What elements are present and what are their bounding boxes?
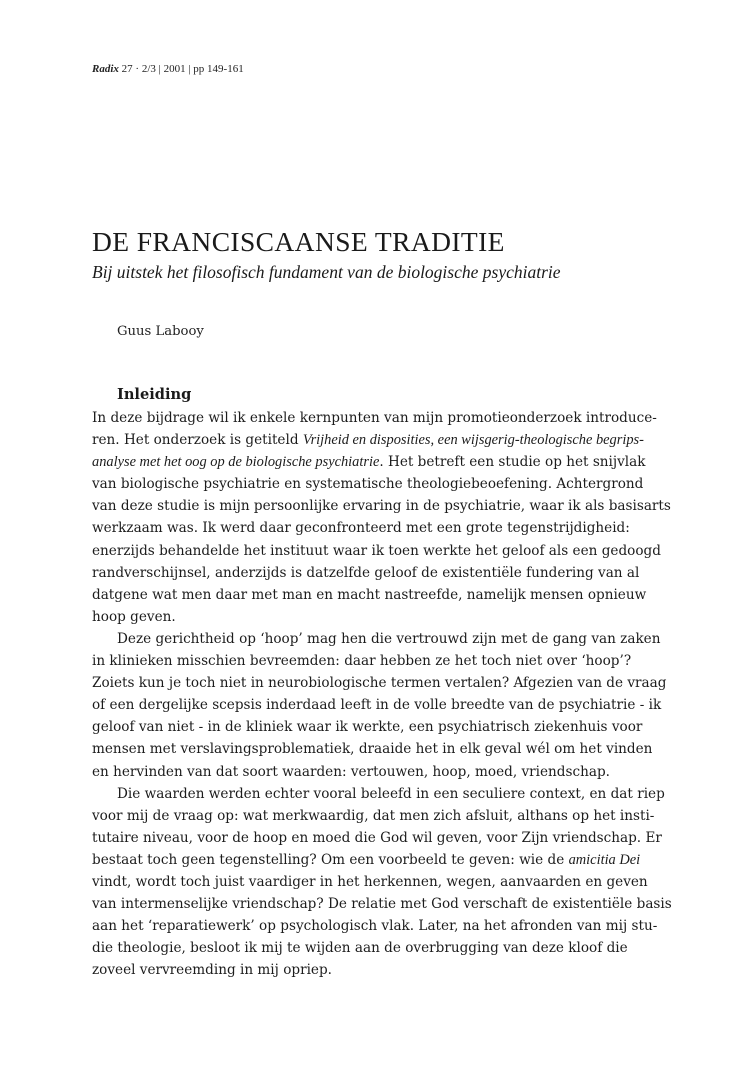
- text-line: tutaire niveau, voor de hoop en moed die God wil geven, voor Zijn vriendschap. Er: [92, 829, 662, 846]
- text-line: die theologie, besloot ik mij te wijden aan de overbrugging van deze kloof die: [92, 940, 628, 957]
- text-line: van intermenselijke vriendschap? De relatie met God verschaft de existentiële basis: [92, 896, 672, 913]
- journal-citation: 27 · 2/3 | 2001 | pp 149-161: [121, 63, 244, 75]
- text-line: vindt, wordt toch juist vaardiger in het herkennen, wegen, aanvaarden en geven: [92, 873, 648, 890]
- author-name: Guus Labooy: [117, 324, 204, 339]
- text-line: Zoiets kun je toch niet in neurobiologische termen vertalen? Afgezien van de vraag: [92, 675, 667, 692]
- text-line: zoveel vervreemding in mij opriep.: [92, 962, 332, 979]
- text-line: voor mij de vraag op: wat merkwaardig, dat men zich afsluit, althans op het insti-: [92, 807, 655, 824]
- running-header: [92, 63, 244, 75]
- text-line: Die waarden werden echter vooral beleefd in een seculiere context, en dat riep: [117, 785, 665, 802]
- text-line: Deze gerichtheid op ‘hoop’ mag hen die vertrouwd zijn met de gang van zaken: [117, 630, 661, 647]
- text-line: van biologische psychiatrie en systematische theologiebeoefening. Achtergrond: [92, 476, 644, 493]
- article-subtitle: Bij uitstek het filosofisch fundament van de biologische psychiatrie: [92, 262, 561, 282]
- text-line: In deze bijdrage wil ik enkele kernpunten van mijn promotieonderzoek introduce-: [92, 410, 657, 426]
- section-heading: Inleiding: [117, 386, 192, 403]
- text-line: of een dergelijke scepsis inderdaad leeft in de volle breedte van de psychiatrie - ik: [92, 697, 662, 714]
- text-line: in klinieken misschien bevreemden: daar hebben ze het toch niet over ‘hoop’?: [92, 653, 632, 670]
- text-line: randverschijnsel, anderzijds is datzelfde geloof de existentiële fundering van al: [92, 564, 640, 581]
- text-line: en hervinden van dat soort waarden: vertouwen, hoop, moed, vriendschap.: [92, 763, 610, 780]
- thesis-title-italic: Vrijheid en disposities, een wijsgerig-theologische begrips-: [302, 432, 644, 449]
- text-line: van deze studie is mijn persoonlijke ervaring in de psychiatrie, waar ik als basisarts: [92, 498, 671, 515]
- text-line: aan het ‘reparatiewerk’ op psychologisch vlak. Later, na het afronden van mij stu-: [92, 918, 658, 935]
- body-text: [92, 407, 672, 981]
- text-line: analyse met het oog op de biologische psychiatrie. Het betreft een studie op het snijvlak: [92, 454, 646, 471]
- text-line: datgene wat men daar met man en macht nastreefde, namelijk mensen opnieuw: [92, 586, 647, 603]
- text-line: mensen met verslavingsproblematiek, draaide het in elk geval wél om het vinden: [92, 741, 653, 758]
- text-line: werkzaam was. Ik werd daar geconfronteerd met een grote tegenstrijdigheid:: [92, 520, 630, 537]
- article-title: DE FRANCISCAANSE TRADITIE: [92, 226, 505, 257]
- text-line: bestaat toch geen tegenstelling? Om een voorbeeld te geven: wie de amicitia Dei: [92, 851, 641, 868]
- text-line: ren. Het onderzoek is getiteld Vrijheid en disposities, een wijsgerig-theologische begrips-: [92, 432, 644, 449]
- thesis-title-italic: analyse met het oog op de biologische psychiatrie: [92, 454, 380, 471]
- text-line: hoop geven.: [92, 608, 176, 625]
- journal-name: Radix: [92, 63, 119, 75]
- text-line: enerzijds behandelde het instituut waar ik toen werkte het geloof als een gedoogd: [92, 542, 661, 559]
- latin-term-italic: amicitia Dei: [568, 851, 641, 868]
- text-line: geloof van niet - in de kliniek waar ik werkte, een psychiatrisch ziekenhuis voor: [92, 719, 643, 736]
